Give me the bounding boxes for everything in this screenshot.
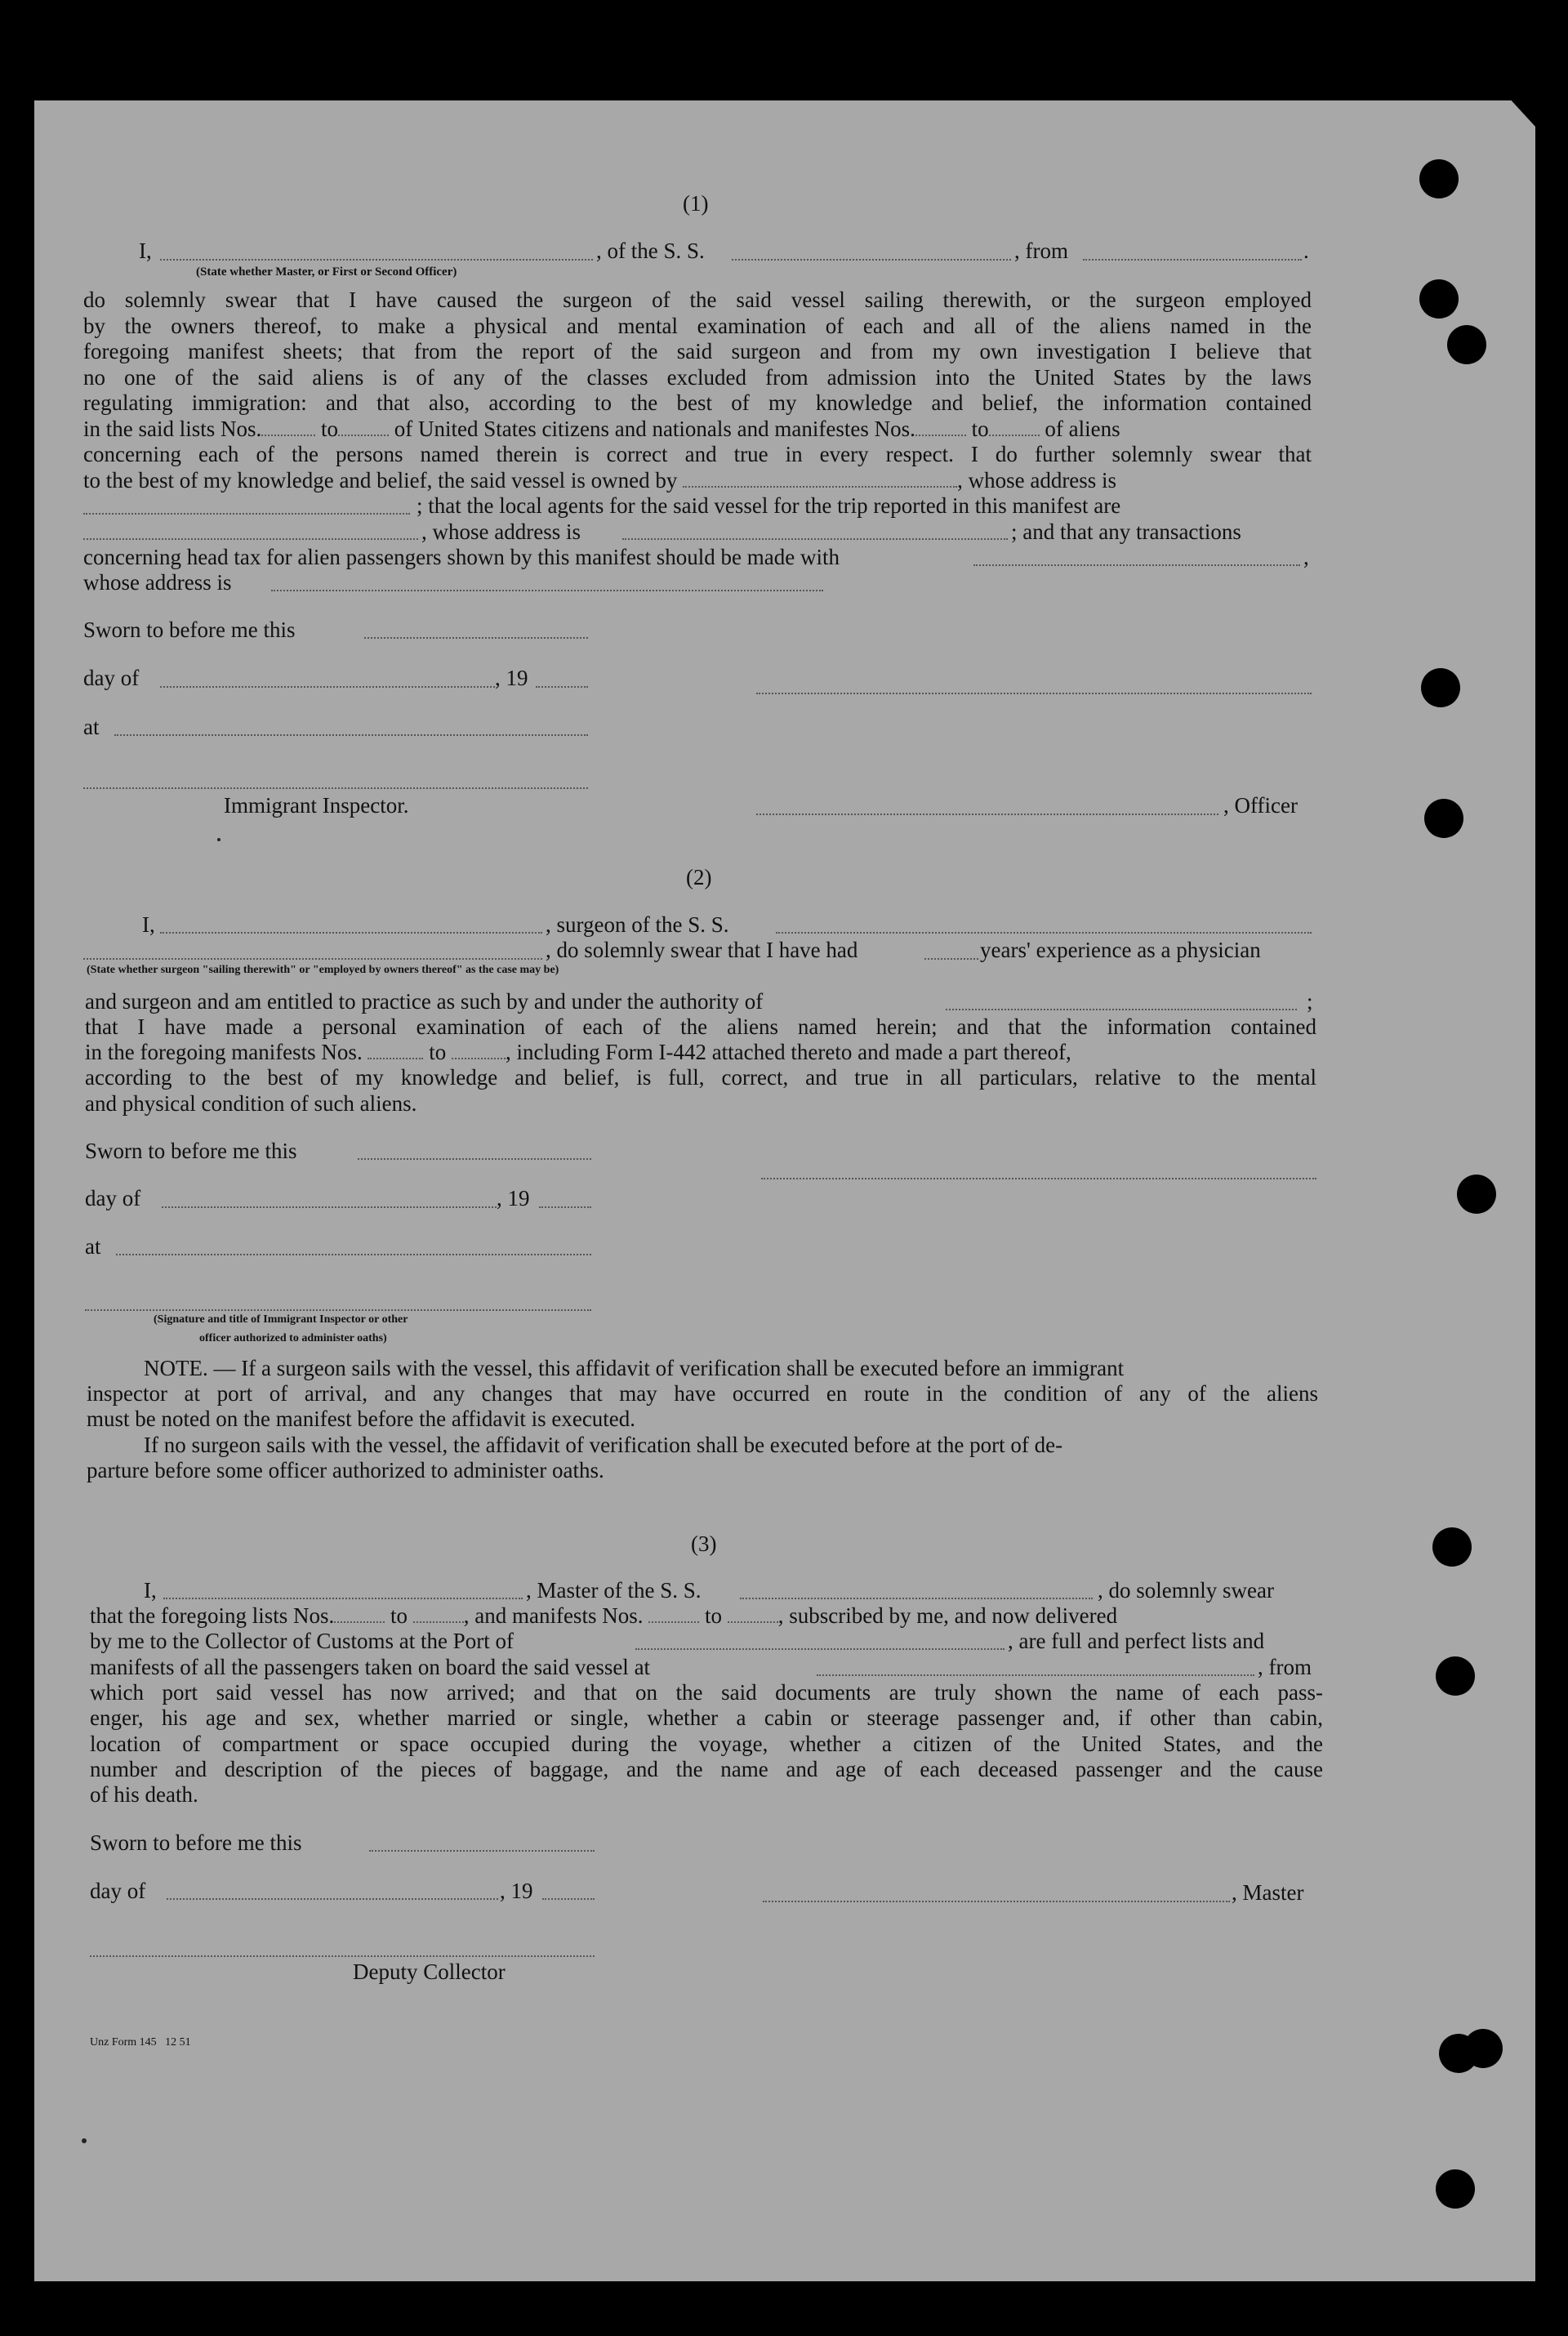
s3-vessel-name-field[interactable] — [740, 1598, 1093, 1599]
s3-lists-line — [90, 1603, 1117, 1629]
s3-manifest-to-field[interactable] — [728, 1603, 778, 1623]
punch-hole — [1424, 799, 1463, 838]
s2-year-field[interactable] — [539, 1206, 591, 1208]
s3-list-to-field[interactable] — [413, 1603, 464, 1623]
s3-para-line: enger, his age and sex, whether married or single, whether a cabin or steerage passenger and, if other than cabin, — [90, 1705, 1323, 1730]
s1-para-line: concerning each of the persons named therein is correct and true in every respect. I do further solemnly swear that — [83, 442, 1312, 466]
s3-text: , subscribed by me, and now delivered — [777, 1603, 1118, 1628]
s1-text: of United States citizens and nationals and manifestes Nos. — [394, 417, 915, 441]
s1-text: , whose address is — [957, 468, 1117, 493]
s1-us-list-to-field[interactable] — [338, 417, 389, 436]
s3-master-name-field[interactable] — [163, 1598, 523, 1599]
punch-hole — [1436, 1656, 1475, 1696]
s2-manifest-to-field[interactable] — [452, 1040, 506, 1059]
s1-para-line: foregoing manifest sheets; that from the report of the said surgeon and from my own investigation I believe that — [83, 339, 1312, 363]
s1-headtax-field[interactable] — [973, 564, 1300, 566]
s1-agents-address-field[interactable] — [622, 538, 1008, 540]
s3-boarding-port-field[interactable] — [817, 1674, 1254, 1676]
s3-para-line: location of compartment or space occupied during the voyage, whether a citizen of the United States, and the — [90, 1732, 1323, 1756]
s2-at-label: at — [85, 1234, 101, 1259]
s1-inspector-label: Immigrant Inspector. — [224, 793, 409, 818]
s1-agents-field[interactable] — [83, 538, 418, 540]
s2-note-line: parture before some officer authorized to administer oaths. — [87, 1458, 604, 1482]
s2-sworn-label: Sworn to before me this — [85, 1139, 297, 1163]
s2-years-field[interactable] — [924, 958, 978, 960]
s1-officer-signature-field[interactable] — [756, 693, 1312, 694]
s1-at-field[interactable] — [114, 734, 588, 736]
s2-authority-field[interactable] — [946, 1009, 1297, 1010]
s1-at-label: at — [83, 715, 100, 739]
s2-note-line: inspector at port of arrival, and any changes that may have occurred en route in the condition of any of the aliens — [87, 1381, 1318, 1406]
s3-line1-i: I, — [144, 1578, 157, 1603]
s2-text: to — [429, 1040, 447, 1064]
s1-alien-manifest-from-field[interactable] — [915, 417, 966, 436]
s1-sworn-label: Sworn to before me this — [83, 617, 296, 642]
s1-text: in the said lists Nos. — [83, 417, 262, 441]
s3-para-line: number and description of the pieces of baggage, and the name and age of each deceased passenger and the cause — [90, 1757, 1323, 1781]
s1-day-field[interactable] — [160, 686, 495, 688]
s3-port-field[interactable] — [635, 1648, 1004, 1650]
s1-transactions-text: ; and that any transactions — [1011, 519, 1241, 544]
s2-experience-label: years' experience as a physician — [980, 938, 1261, 962]
s1-year-label: , 19 — [495, 666, 528, 690]
s1-text: of aliens — [1045, 417, 1120, 441]
s1-agents-text: ; that the local agents for the said vessel for the trip reported in this manifest are — [416, 493, 1121, 518]
s1-owner-line — [83, 468, 1116, 494]
s3-from-label: , from — [1258, 1655, 1312, 1679]
s3-text: that the foregoing lists Nos. — [90, 1603, 335, 1628]
s1-inspector-signature-field[interactable] — [83, 787, 588, 789]
s3-sworn-field[interactable] — [369, 1850, 595, 1852]
s3-perfect-lists-text: , are full and perfect lists and — [1008, 1629, 1265, 1653]
s3-swear-label: , do solemnly swear — [1098, 1578, 1274, 1603]
s2-text: , including Form I-442 attached thereto and made a part thereof, — [505, 1040, 1071, 1064]
s1-line1-of: , of the S. S. — [596, 239, 705, 263]
s2-inspector-signature-field[interactable] — [85, 1309, 591, 1311]
s2-vessel-name-field[interactable] — [776, 932, 1312, 934]
s1-from-port-field[interactable] — [1083, 259, 1302, 261]
s2-para-line: according to the best of my knowledge and belief, is full, correct, and true in all particulars, relative to the mental — [85, 1065, 1316, 1090]
s3-year-field[interactable] — [542, 1898, 595, 1900]
s2-para-line: and physical condition of such aliens. — [85, 1091, 417, 1116]
s2-surgeon-of-label: , surgeon of the S. S. — [546, 912, 729, 937]
s1-line1-end: . — [1303, 239, 1309, 263]
s2-caption: (State whether surgeon "sailing therewith" or "employed by owners thereof" as the case may be) — [87, 964, 559, 976]
s2-swear-label: , do solemnly swear that I have had — [546, 938, 858, 962]
s1-owner-address-field[interactable] — [83, 513, 410, 515]
s2-year-label: , 19 — [497, 1186, 530, 1210]
s3-manifest-from-field[interactable] — [648, 1603, 699, 1623]
s2-surgeon-type-field[interactable] — [83, 958, 542, 960]
s3-master-of-label: , Master of the S. S. — [526, 1578, 702, 1603]
s2-surgeon-signature-field[interactable] — [761, 1178, 1316, 1179]
s3-para-line: which port said vessel has now arrived; and that on the said documents are truly shown the name of each pass- — [90, 1680, 1323, 1705]
s3-text: to — [390, 1603, 408, 1628]
s2-surgeon-name-field[interactable] — [160, 932, 542, 934]
s1-officer-label: , Officer — [1223, 793, 1298, 818]
s1-address-label: whose address is — [83, 570, 232, 595]
s3-text: to — [704, 1603, 722, 1628]
s1-line1-i: I, — [139, 239, 152, 263]
punch-hole — [1436, 2169, 1475, 2209]
punch-hole — [1457, 1175, 1496, 1214]
s1-text: to — [321, 417, 339, 441]
s2-para-line: that I have made a personal examination of each of the aliens named herein; and that the information contained — [85, 1014, 1316, 1039]
s3-deputy-signature-field[interactable] — [90, 1955, 595, 1957]
s2-text: in the foregoing manifests Nos. — [85, 1040, 363, 1064]
s1-headtax-address-field[interactable] — [271, 590, 823, 591]
paper-speck — [82, 2138, 87, 2143]
form-number: Unz Form 145 12 51 — [90, 2036, 191, 2048]
s1-headtax-comma: , — [1303, 545, 1309, 569]
s1-caption: (State whether Master, or First or Second Officer) — [196, 265, 457, 279]
s1-year-field[interactable] — [536, 686, 588, 688]
s3-deputy-label: Deputy Collector — [353, 1959, 506, 1984]
s1-para-line: do solemnly swear that I have caused the surgeon of the said vessel sailing therewith, or the surgeon employed — [83, 288, 1312, 312]
s1-sworn-field[interactable] — [364, 637, 588, 639]
s1-para-line: no one of the said aliens is of any of the classes excluded from admission into the United States by the laws — [83, 365, 1312, 390]
punch-hole — [1419, 279, 1459, 319]
s2-note-line: must be noted on the manifest before the affidavit is executed. — [87, 1407, 636, 1431]
s3-sworn-label: Sworn to before me this — [90, 1830, 302, 1855]
s2-at-field[interactable] — [116, 1254, 591, 1255]
s2-day-of-label: day of — [85, 1186, 141, 1210]
s2-authority-text: and surgeon and am entitled to practice as such by and under the authority of — [85, 989, 764, 1014]
s1-agents-address-label: , whose address is — [421, 519, 581, 544]
section-3-heading: (3) — [691, 1531, 717, 1556]
s2-manifests-line — [85, 1040, 1071, 1066]
punch-hole — [1432, 1527, 1472, 1567]
s1-text: to — [971, 417, 989, 441]
s3-para-line: of his death. — [90, 1782, 198, 1807]
s1-officer-rank-field[interactable] — [160, 259, 593, 261]
section-2-heading: (2) — [686, 865, 712, 889]
punch-hole — [1447, 325, 1486, 364]
s2-authority-semicolon: ; — [1307, 989, 1313, 1014]
s2-sig-caption-2: officer authorized to administer oaths) — [199, 1332, 387, 1344]
s2-sworn-field[interactable] — [358, 1158, 591, 1160]
section-1-heading: (1) — [683, 191, 709, 216]
s2-manifest-from-field[interactable] — [368, 1040, 423, 1059]
punch-hole — [1419, 159, 1459, 198]
s3-text: , and manifests Nos. — [463, 1603, 644, 1628]
s2-line1-i: I, — [142, 912, 155, 937]
punch-hole — [1421, 668, 1460, 707]
s3-collector-text: by me to the Collector of Customs at the Port of — [90, 1629, 514, 1653]
s1-alien-manifest-to-field[interactable] — [989, 417, 1040, 436]
s1-headtax-text: concerning head tax for alien passengers shown by this manifest should be made with — [83, 545, 840, 569]
s2-day-field[interactable] — [162, 1206, 497, 1208]
s1-officer-name-field[interactable] — [756, 814, 1218, 815]
s1-us-list-from-field[interactable] — [261, 417, 315, 436]
s3-list-from-field[interactable] — [334, 1603, 385, 1623]
s1-text: to the best of my knowledge and belief, the said vessel is owned by — [83, 468, 678, 493]
s2-note-line: NOTE. — If a surgeon sails with the vessel, this affidavit of verification shall be executed before an immigrant — [144, 1356, 1125, 1380]
s3-master-signature-field[interactable] — [763, 1901, 1230, 1902]
s1-lists-line — [83, 417, 1120, 443]
s3-day-field[interactable] — [167, 1898, 498, 1900]
s3-master-label: , Master — [1232, 1880, 1304, 1905]
punch-hole — [1463, 2029, 1503, 2068]
s1-day-of-label: day of — [83, 666, 140, 690]
s1-para-line: regulating immigration: and that also, according to the best of my knowledge and belief, the information contained — [83, 390, 1312, 415]
s3-day-of-label: day of — [90, 1879, 146, 1903]
s3-passengers-text: manifests of all the passengers taken on board the said vessel at — [90, 1655, 651, 1679]
paper-speck — [217, 838, 220, 841]
s1-owner-field[interactable] — [683, 468, 957, 488]
s1-para-line: by the owners thereof, to make a physical and mental examination of each and all of the aliens named in the — [83, 314, 1312, 338]
s1-vessel-name-field[interactable] — [732, 259, 1011, 261]
s3-year-label: , 19 — [500, 1879, 533, 1903]
s2-note-line: If no surgeon sails with the vessel, the affidavit of verification shall be executed before at the port of de- — [144, 1433, 1063, 1457]
s2-sig-caption-1: (Signature and title of Immigrant Inspector or other — [154, 1313, 408, 1326]
s1-line1-from: , from — [1014, 239, 1068, 263]
